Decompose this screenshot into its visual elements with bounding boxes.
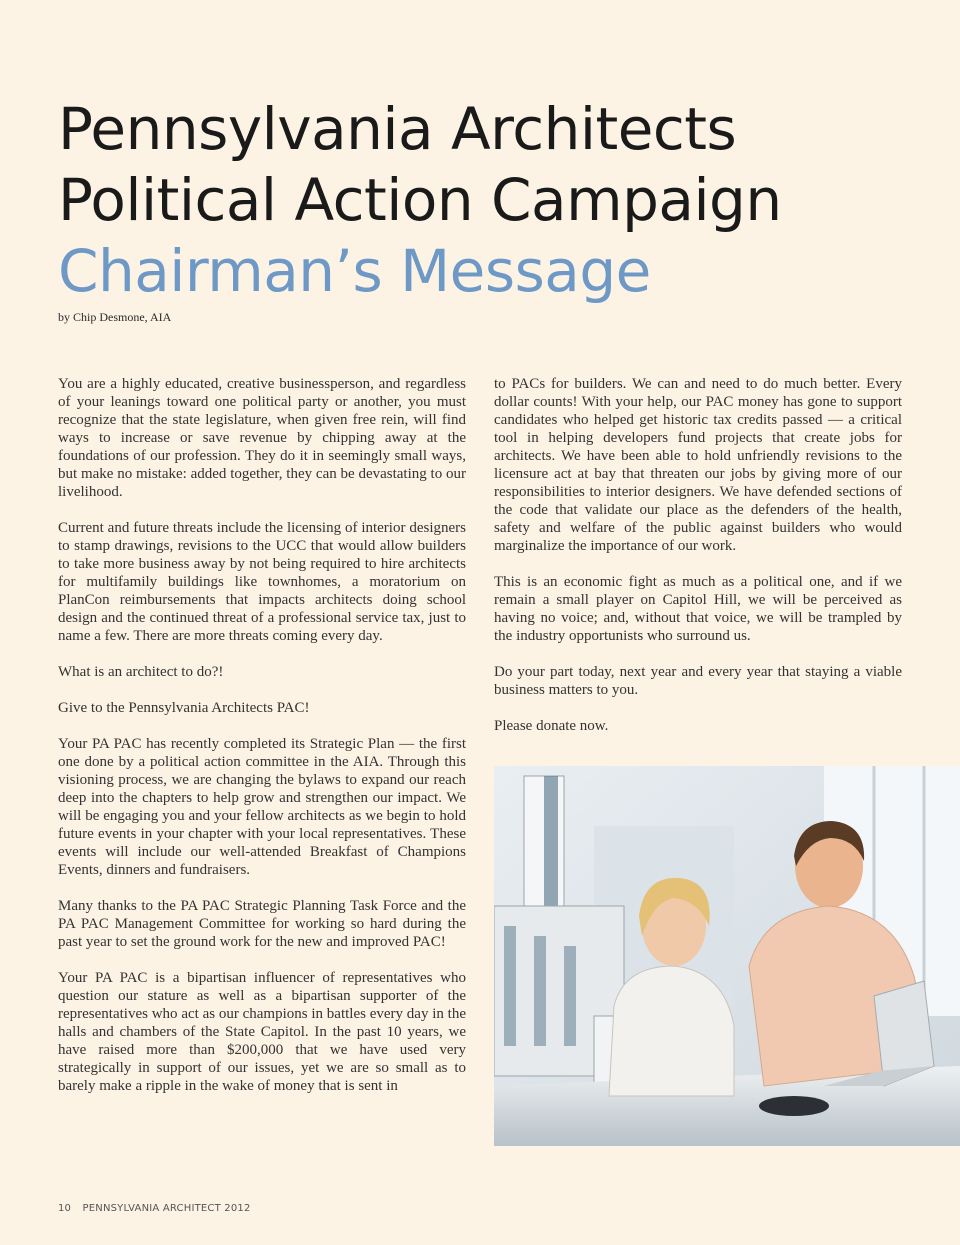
paragraph: to PACs for builders. We can and need to do much better. Every dollar counts! With your help, our PAC money has gone to support candidates who helped get historic tax credits passed — a critical tool in helping developers fund projects that create jobs for architects. We have been able to hold unfriendly revisions to the licensure act at bay that threaten our jobs by giving more of our responsibilities to interior designers. We have defended sections of the code that validate our place as the defenders of the health, safety and welfare of the public against builders who would marginalize the importance of our work. xyxy=(494,376,902,554)
paragraph: What is an architect to do?! xyxy=(58,664,224,680)
paragraph: Your PA PAC has recently completed its Strategic Plan — the first one done by a political action committee in the AIA. Through this visioning process, we are changing the bylaws to expand our reach deep into the chapters to help grow and strengthen our impact. We will be engaging you and your fellow architects as we begin to hold future events in your chapter with your local representatives. These events will include our well-attended Breakfast of Champions Events, dinners and fundraisers. xyxy=(58,736,466,878)
paragraph: Give to the Pennsylvania Architects PAC! xyxy=(58,700,310,716)
title-line-3: Chairman’s Message xyxy=(58,237,651,305)
left-column xyxy=(58,375,466,1113)
right-column xyxy=(494,375,902,753)
paragraph: Please donate now. xyxy=(494,718,609,734)
paragraph: Your PA PAC is a bipartisan influencer of representatives who question our stature as well as a bipartisan supporter of the representatives who act as our champions in battles every day in the halls and chambers of the State Capitol. In the past 10 years, we have raised more than $200,000 that we have used very strategically in support of our issues, yet we are so small as to barely make a ripple in the wake of money that is sent in xyxy=(58,970,466,1094)
title-line-1: Pennsylvania Architects xyxy=(58,95,737,163)
publication-name: PENNSYLVANIA ARCHITECT 2012 xyxy=(82,1203,251,1214)
page-number: 10 xyxy=(58,1203,72,1214)
paragraph: This is an economic fight as much as a political one, and if we remain a small player on Capitol Hill, we will be perceived as having no voice; and, without that voice, we will be trampled by the industry opportunists who surround us. xyxy=(494,574,902,644)
paragraph: Do your part today, next year and every year that staying a viable business matters to you. xyxy=(494,664,902,698)
page-footer xyxy=(58,1203,251,1214)
paragraph: Current and future threats include the licensing of interior designers to stamp drawings, revisions to the UCC that would allow builders to take more business away by not being required to hire architects for multifamily buildings like townhomes, a moratorium on PlanCon reimbursements that impacts architects doing school design and the continued threat of a professional service tax, just to name a few. There are more threats coming every day. xyxy=(58,520,466,644)
paragraph: Many thanks to the PA PAC Strategic Planning Task Force and the PA PAC Management Committee for working so hard during the past year to set the ground work for the new and improved PAC! xyxy=(58,898,466,950)
paragraph: You are a highly educated, creative businessperson, and regardless of your leanings toward one political party or another, you must recognize that the state legislature, when given free rein, will find ways to increase or save revenue by chipping away at the foundations of our profession. They do it in seemingly small ways, but make no mistake: added together, they can be devastating to our livelihood. xyxy=(58,376,466,500)
title-line-2: Political Action Campaign xyxy=(58,166,782,234)
byline: by Chip Desmone, AIA xyxy=(58,310,172,324)
article-title xyxy=(58,94,918,307)
architects-photo xyxy=(494,766,960,1146)
